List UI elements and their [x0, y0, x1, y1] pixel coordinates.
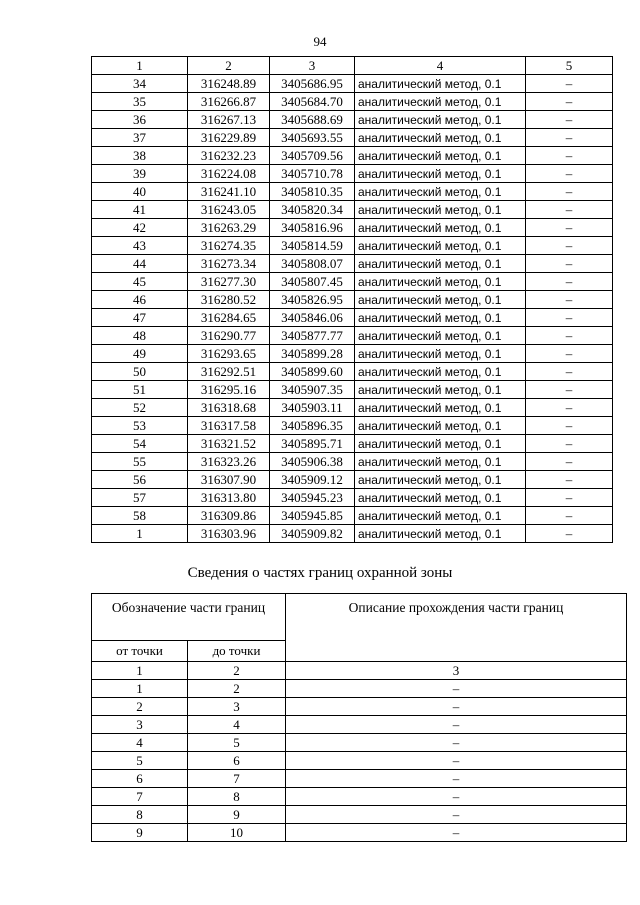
parts-header-row: [92, 594, 627, 641]
x-coordinate-cell: 316266.87: [188, 93, 270, 111]
note-cell: –: [526, 183, 613, 201]
description-cell: –: [286, 698, 627, 716]
x-coordinate-cell: 316273.34: [188, 255, 270, 273]
note-cell: –: [526, 345, 613, 363]
table-row: [92, 165, 613, 183]
note-cell: –: [526, 237, 613, 255]
parts-header-description: Описание прохождения части границ: [286, 594, 627, 662]
method-cell: аналитический метод, 0.1: [355, 111, 526, 129]
method-cell: аналитический метод, 0.1: [355, 219, 526, 237]
table-row: [92, 219, 613, 237]
parts-subheader-from: от точки: [92, 641, 188, 662]
table-row: [92, 237, 613, 255]
point-number-cell: 1: [92, 525, 188, 543]
x-coordinate-cell: 316267.13: [188, 111, 270, 129]
parts-numbering-row: [92, 662, 627, 680]
description-cell: –: [286, 734, 627, 752]
note-cell: –: [526, 75, 613, 93]
to-point-cell: 10: [188, 824, 286, 842]
x-coordinate-cell: 316295.16: [188, 381, 270, 399]
method-cell: аналитический метод, 0.1: [355, 165, 526, 183]
note-cell: –: [526, 129, 613, 147]
note-cell: –: [526, 471, 613, 489]
y-coordinate-cell: 3405846.06: [270, 309, 355, 327]
table-row: [92, 471, 613, 489]
x-coordinate-cell: 316263.29: [188, 219, 270, 237]
table-row: [92, 345, 613, 363]
description-cell: –: [286, 806, 627, 824]
point-number-cell: 40: [92, 183, 188, 201]
table-row: [92, 147, 613, 165]
point-number-cell: 44: [92, 255, 188, 273]
parts-header-designation: Обозначение части границ: [92, 594, 286, 641]
point-number-cell: 39: [92, 165, 188, 183]
section-title: Сведения о частях границ охранной зоны: [187, 565, 453, 581]
table-row: [92, 435, 613, 453]
table-row: [92, 327, 613, 345]
x-coordinate-cell: 316317.58: [188, 417, 270, 435]
point-number-cell: 41: [92, 201, 188, 219]
point-number-cell: 49: [92, 345, 188, 363]
y-coordinate-cell: 3405895.71: [270, 435, 355, 453]
note-cell: –: [526, 417, 613, 435]
method-cell: аналитический метод, 0.1: [355, 273, 526, 291]
to-point-cell: 7: [188, 770, 286, 788]
page-number: 94: [313, 34, 327, 49]
note-cell: –: [526, 147, 613, 165]
note-cell: –: [526, 327, 613, 345]
description-cell: –: [286, 752, 627, 770]
table-row: [92, 525, 613, 543]
method-cell: аналитический метод, 0.1: [355, 399, 526, 417]
table-row: [92, 788, 627, 806]
coords-header-cell: 1: [92, 57, 188, 75]
note-cell: –: [526, 93, 613, 111]
y-coordinate-cell: 3405710.78: [270, 165, 355, 183]
y-coordinate-cell: 3405877.77: [270, 327, 355, 345]
coords-header-cell: 2: [188, 57, 270, 75]
y-coordinate-cell: 3405899.28: [270, 345, 355, 363]
description-cell: –: [286, 680, 627, 698]
parts-number-cell: 3: [286, 662, 627, 680]
point-number-cell: 55: [92, 453, 188, 471]
x-coordinate-cell: 316318.68: [188, 399, 270, 417]
coords-header-row: [92, 57, 613, 75]
point-number-cell: 50: [92, 363, 188, 381]
y-coordinate-cell: 3405945.23: [270, 489, 355, 507]
x-coordinate-cell: 316274.35: [188, 237, 270, 255]
table-row: [92, 129, 613, 147]
point-number-cell: 48: [92, 327, 188, 345]
method-cell: аналитический метод, 0.1: [355, 75, 526, 93]
table-row: [92, 716, 627, 734]
note-cell: –: [526, 111, 613, 129]
y-coordinate-cell: 3405693.55: [270, 129, 355, 147]
y-coordinate-cell: 3405896.35: [270, 417, 355, 435]
method-cell: аналитический метод, 0.1: [355, 309, 526, 327]
note-cell: –: [526, 453, 613, 471]
point-number-cell: 54: [92, 435, 188, 453]
point-number-cell: 46: [92, 291, 188, 309]
note-cell: –: [526, 273, 613, 291]
method-cell: аналитический метод, 0.1: [355, 327, 526, 345]
note-cell: –: [526, 399, 613, 417]
y-coordinate-cell: 3405814.59: [270, 237, 355, 255]
from-point-cell: 2: [92, 698, 188, 716]
parts-number-cell: 2: [188, 662, 286, 680]
table-row: [92, 417, 613, 435]
method-cell: аналитический метод, 0.1: [355, 93, 526, 111]
point-number-cell: 34: [92, 75, 188, 93]
description-cell: –: [286, 716, 627, 734]
point-number-cell: 43: [92, 237, 188, 255]
method-cell: аналитический метод, 0.1: [355, 345, 526, 363]
to-point-cell: 9: [188, 806, 286, 824]
y-coordinate-cell: 3405709.56: [270, 147, 355, 165]
coords-header-cell: 5: [526, 57, 613, 75]
method-cell: аналитический метод, 0.1: [355, 183, 526, 201]
note-cell: –: [526, 255, 613, 273]
table-row: [92, 698, 627, 716]
note-cell: –: [526, 291, 613, 309]
method-cell: аналитический метод, 0.1: [355, 507, 526, 525]
x-coordinate-cell: 316224.08: [188, 165, 270, 183]
note-cell: –: [526, 219, 613, 237]
y-coordinate-cell: 3405909.12: [270, 471, 355, 489]
table-row: [92, 770, 627, 788]
parts-subheader-to: до точки: [188, 641, 286, 662]
method-cell: аналитический метод, 0.1: [355, 291, 526, 309]
y-coordinate-cell: 3405810.35: [270, 183, 355, 201]
x-coordinate-cell: 316232.23: [188, 147, 270, 165]
table-row: [92, 201, 613, 219]
x-coordinate-cell: 316277.30: [188, 273, 270, 291]
note-cell: –: [526, 201, 613, 219]
table-row: [92, 734, 627, 752]
table-row: [92, 453, 613, 471]
from-point-cell: 4: [92, 734, 188, 752]
parts-number-cell: 1: [92, 662, 188, 680]
method-cell: аналитический метод, 0.1: [355, 417, 526, 435]
from-point-cell: 5: [92, 752, 188, 770]
x-coordinate-cell: 316293.65: [188, 345, 270, 363]
point-number-cell: 35: [92, 93, 188, 111]
x-coordinate-cell: 316284.65: [188, 309, 270, 327]
y-coordinate-cell: 3405906.38: [270, 453, 355, 471]
point-number-cell: 45: [92, 273, 188, 291]
x-coordinate-cell: 316307.90: [188, 471, 270, 489]
point-number-cell: 58: [92, 507, 188, 525]
to-point-cell: 5: [188, 734, 286, 752]
from-point-cell: 3: [92, 716, 188, 734]
note-cell: –: [526, 435, 613, 453]
point-number-cell: 57: [92, 489, 188, 507]
table-row: [92, 399, 613, 417]
note-cell: –: [526, 363, 613, 381]
y-coordinate-cell: 3405684.70: [270, 93, 355, 111]
method-cell: аналитический метод, 0.1: [355, 453, 526, 471]
from-point-cell: 7: [92, 788, 188, 806]
to-point-cell: 2: [188, 680, 286, 698]
method-cell: аналитический метод, 0.1: [355, 381, 526, 399]
from-point-cell: 1: [92, 680, 188, 698]
method-cell: аналитический метод, 0.1: [355, 489, 526, 507]
method-cell: аналитический метод, 0.1: [355, 471, 526, 489]
y-coordinate-cell: 3405688.69: [270, 111, 355, 129]
description-cell: –: [286, 788, 627, 806]
x-coordinate-cell: 316323.26: [188, 453, 270, 471]
y-coordinate-cell: 3405686.95: [270, 75, 355, 93]
method-cell: аналитический метод, 0.1: [355, 201, 526, 219]
table-row: [92, 291, 613, 309]
to-point-cell: 3: [188, 698, 286, 716]
to-point-cell: 4: [188, 716, 286, 734]
table-row: [92, 507, 613, 525]
point-number-cell: 51: [92, 381, 188, 399]
description-cell: –: [286, 824, 627, 842]
method-cell: аналитический метод, 0.1: [355, 255, 526, 273]
point-number-cell: 38: [92, 147, 188, 165]
table-row: [92, 752, 627, 770]
method-cell: аналитический метод, 0.1: [355, 147, 526, 165]
point-number-cell: 56: [92, 471, 188, 489]
x-coordinate-cell: 316321.52: [188, 435, 270, 453]
table-row: [92, 309, 613, 327]
to-point-cell: 6: [188, 752, 286, 770]
table-row: [92, 255, 613, 273]
table-row: [92, 381, 613, 399]
table-row: [92, 489, 613, 507]
x-coordinate-cell: 316280.52: [188, 291, 270, 309]
point-number-cell: 53: [92, 417, 188, 435]
coords-header-cell: 4: [355, 57, 526, 75]
point-number-cell: 36: [92, 111, 188, 129]
y-coordinate-cell: 3405820.34: [270, 201, 355, 219]
table-row: [92, 93, 613, 111]
y-coordinate-cell: 3405826.95: [270, 291, 355, 309]
y-coordinate-cell: 3405899.60: [270, 363, 355, 381]
point-number-cell: 52: [92, 399, 188, 417]
y-coordinate-cell: 3405909.82: [270, 525, 355, 543]
point-number-cell: 42: [92, 219, 188, 237]
y-coordinate-cell: 3405945.85: [270, 507, 355, 525]
method-cell: аналитический метод, 0.1: [355, 525, 526, 543]
point-number-cell: 37: [92, 129, 188, 147]
coords-header-cell: 3: [270, 57, 355, 75]
method-cell: аналитический метод, 0.1: [355, 237, 526, 255]
y-coordinate-cell: 3405816.96: [270, 219, 355, 237]
y-coordinate-cell: 3405807.45: [270, 273, 355, 291]
x-coordinate-cell: 316290.77: [188, 327, 270, 345]
table-row: [92, 363, 613, 381]
note-cell: –: [526, 165, 613, 183]
description-cell: –: [286, 770, 627, 788]
table-row: [92, 806, 627, 824]
table-row: [92, 183, 613, 201]
note-cell: –: [526, 309, 613, 327]
note-cell: –: [526, 381, 613, 399]
note-cell: –: [526, 507, 613, 525]
note-cell: –: [526, 489, 613, 507]
table-row: [92, 75, 613, 93]
from-point-cell: 8: [92, 806, 188, 824]
x-coordinate-cell: 316292.51: [188, 363, 270, 381]
boundary-parts-table: [91, 593, 627, 842]
x-coordinate-cell: 316248.89: [188, 75, 270, 93]
to-point-cell: 8: [188, 788, 286, 806]
note-cell: –: [526, 525, 613, 543]
point-number-cell: 47: [92, 309, 188, 327]
table-row: [92, 680, 627, 698]
from-point-cell: 9: [92, 824, 188, 842]
table-row: [92, 111, 613, 129]
y-coordinate-cell: 3405907.35: [270, 381, 355, 399]
method-cell: аналитический метод, 0.1: [355, 129, 526, 147]
x-coordinate-cell: 316241.10: [188, 183, 270, 201]
x-coordinate-cell: 316309.86: [188, 507, 270, 525]
table-row: [92, 273, 613, 291]
method-cell: аналитический метод, 0.1: [355, 435, 526, 453]
method-cell: аналитический метод, 0.1: [355, 363, 526, 381]
y-coordinate-cell: 3405903.11: [270, 399, 355, 417]
table-row: [92, 824, 627, 842]
x-coordinate-cell: 316243.05: [188, 201, 270, 219]
from-point-cell: 6: [92, 770, 188, 788]
coordinates-table: [91, 56, 613, 543]
y-coordinate-cell: 3405808.07: [270, 255, 355, 273]
x-coordinate-cell: 316229.89: [188, 129, 270, 147]
x-coordinate-cell: 316313.80: [188, 489, 270, 507]
x-coordinate-cell: 316303.96: [188, 525, 270, 543]
